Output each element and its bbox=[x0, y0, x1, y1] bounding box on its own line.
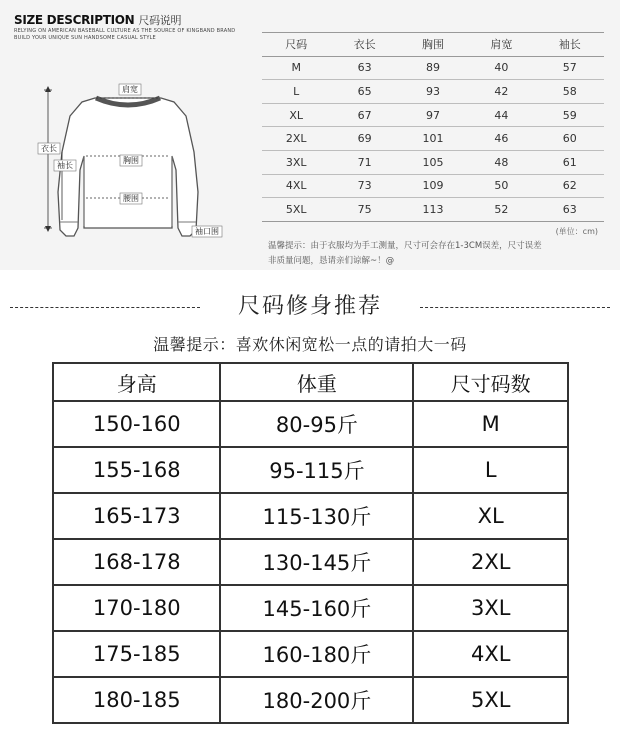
recommend-title: 尺码修身推荐 bbox=[237, 294, 382, 319]
header-title-en: SIZE DESCRIPTION bbox=[14, 13, 135, 27]
recommend-banner bbox=[0, 292, 620, 322]
recommend-row bbox=[53, 585, 568, 631]
size-cell: M bbox=[413, 401, 568, 447]
weight-cell: 80-95斤 bbox=[220, 401, 413, 447]
size-table-cell: 5XL bbox=[285, 202, 307, 216]
size-table-row bbox=[262, 150, 604, 174]
size-table-header-row bbox=[262, 33, 604, 57]
note-line-1: 温馨提示：由于衣服均为手工测量，尺寸可会存在1-3CM误差，尺寸误差 bbox=[268, 241, 542, 251]
size-table-cell: 97 bbox=[425, 108, 440, 122]
header-subtitle-2: BUILD YOUR UNIQUE SUN HANDSOME CASUAL STYLE bbox=[14, 35, 156, 41]
size-cell: 3XL bbox=[413, 585, 568, 631]
size-table-cell: 109 bbox=[422, 179, 444, 193]
size-table-row bbox=[262, 80, 604, 104]
header-title-cn: 尺码说明 bbox=[138, 14, 182, 27]
size-cell: 5XL bbox=[413, 677, 568, 723]
size-table-cell: XL bbox=[289, 108, 304, 122]
size-table-cell: 67 bbox=[357, 108, 372, 122]
size-table-cell: 40 bbox=[494, 61, 509, 75]
note-line-2: 非质量问题，恳请亲们谅解~！@ bbox=[268, 256, 395, 266]
size-table-header: 胸围 bbox=[421, 38, 444, 52]
size-cell: 2XL bbox=[413, 539, 568, 585]
size-table-cell: 3XL bbox=[285, 155, 307, 169]
size-table-cell: 42 bbox=[494, 84, 509, 98]
unit-label: (单位：cm) bbox=[555, 227, 598, 236]
recommend-row bbox=[53, 493, 568, 539]
label-shoulder: 肩宽 bbox=[122, 85, 138, 94]
label-sleeve: 袖长 bbox=[57, 161, 73, 170]
label-cuff: 袖口围 bbox=[195, 227, 219, 236]
size-table-cell: 57 bbox=[562, 61, 577, 75]
size-table-cell: 71 bbox=[357, 155, 372, 169]
size-recommend-table bbox=[52, 362, 569, 724]
size-table-cell: 105 bbox=[422, 155, 444, 169]
size-table-row bbox=[262, 127, 604, 151]
recommend-row bbox=[53, 539, 568, 585]
size-cell: XL bbox=[413, 493, 568, 539]
size-table-cell: 73 bbox=[357, 179, 372, 193]
size-table-cell: 113 bbox=[422, 202, 444, 216]
measurement-note bbox=[268, 239, 588, 269]
size-cell: L bbox=[413, 447, 568, 493]
size-table-cell: 101 bbox=[422, 132, 444, 146]
size-table-cell: 63 bbox=[357, 61, 372, 75]
size-table-cell: 65 bbox=[357, 84, 372, 98]
weight-cell: 160-180斤 bbox=[220, 631, 413, 677]
size-table-cell: 44 bbox=[494, 108, 509, 122]
recommend-header: 体重 bbox=[220, 363, 413, 401]
recommend-header: 尺寸码数 bbox=[413, 363, 568, 401]
size-table-cell: 93 bbox=[425, 84, 440, 98]
recommend-header-row bbox=[53, 363, 568, 401]
weight-cell: 145-160斤 bbox=[220, 585, 413, 631]
size-table-cell: 58 bbox=[562, 84, 577, 98]
header-subtitle-1: RELYING ON AMERICAN BASEBALL CULTURE AS THE SOURCE OF KINGBAND BRAND bbox=[14, 28, 236, 34]
height-cell: 150-160 bbox=[53, 401, 220, 447]
size-table-row bbox=[262, 198, 604, 222]
size-table-row bbox=[262, 174, 604, 198]
size-table-cell: M bbox=[291, 61, 301, 75]
weight-cell: 130-145斤 bbox=[220, 539, 413, 585]
size-description-panel bbox=[0, 0, 620, 270]
size-table-cell: 2XL bbox=[285, 132, 307, 146]
label-chest: 胸围 bbox=[123, 156, 139, 165]
height-cell: 155-168 bbox=[53, 447, 220, 493]
size-table-row bbox=[262, 103, 604, 127]
size-table-cell: 60 bbox=[562, 132, 577, 146]
size-table-header: 肩宽 bbox=[490, 38, 513, 52]
recommend-tip: 温馨提示：喜欢休闲宽松一点的请拍大一码 bbox=[153, 335, 467, 354]
size-description-header bbox=[14, 12, 235, 42]
recommend-row bbox=[53, 447, 568, 493]
label-waist: 腰围 bbox=[123, 194, 139, 203]
height-cell: 165-173 bbox=[53, 493, 220, 539]
size-table-cell: 62 bbox=[562, 179, 577, 193]
size-table-cell: 48 bbox=[494, 155, 509, 169]
size-table-cell: 50 bbox=[494, 179, 509, 193]
label-length: 衣长 bbox=[41, 144, 57, 153]
weight-cell: 180-200斤 bbox=[220, 677, 413, 723]
size-table-cell: 63 bbox=[562, 202, 577, 216]
size-table-header: 袖长 bbox=[558, 38, 581, 52]
size-table-cell: 61 bbox=[562, 155, 577, 169]
size-measurement-table bbox=[262, 32, 604, 222]
size-table-cell: 89 bbox=[425, 61, 440, 75]
size-table-cell: 4XL bbox=[285, 179, 307, 193]
size-table-cell: 52 bbox=[494, 202, 509, 216]
recommend-row bbox=[53, 631, 568, 677]
recommend-row bbox=[53, 677, 568, 723]
recommend-header: 身高 bbox=[53, 363, 220, 401]
weight-cell: 115-130斤 bbox=[220, 493, 413, 539]
size-table-cell: 75 bbox=[357, 202, 372, 216]
size-table-cell: 69 bbox=[357, 132, 372, 146]
size-table-header: 尺码 bbox=[285, 38, 308, 52]
shirt-diagram bbox=[0, 60, 250, 270]
weight-cell: 95-115斤 bbox=[220, 447, 413, 493]
size-cell: 4XL bbox=[413, 631, 568, 677]
height-cell: 175-185 bbox=[53, 631, 220, 677]
height-cell: 170-180 bbox=[53, 585, 220, 631]
height-cell: 168-178 bbox=[53, 539, 220, 585]
size-table-cell: L bbox=[293, 84, 300, 98]
size-table-header: 衣长 bbox=[353, 38, 376, 52]
size-table-cell: 46 bbox=[494, 132, 509, 146]
size-table-row bbox=[262, 56, 604, 80]
recommend-row bbox=[53, 401, 568, 447]
size-table-cell: 59 bbox=[562, 108, 577, 122]
height-cell: 180-185 bbox=[53, 677, 220, 723]
